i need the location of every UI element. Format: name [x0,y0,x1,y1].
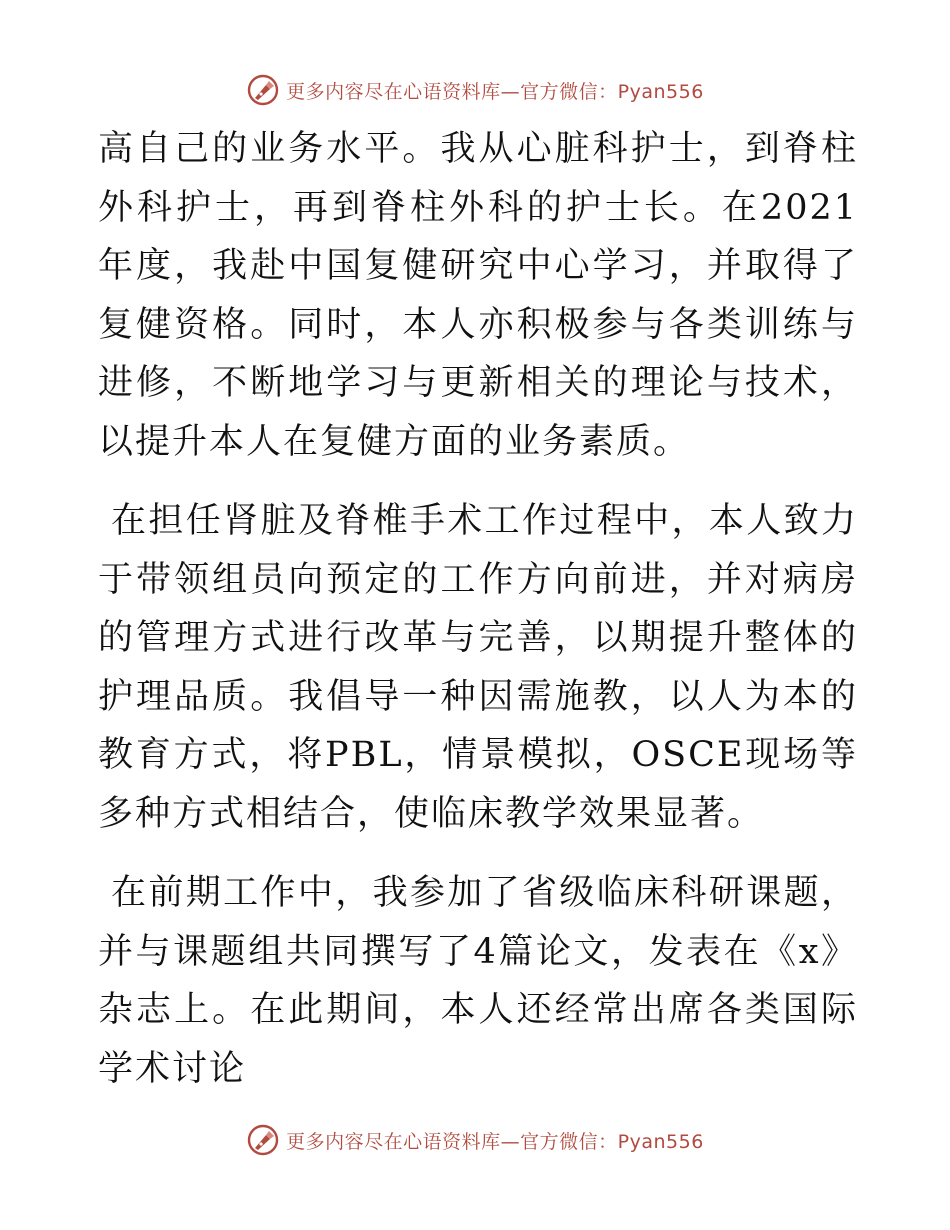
footer-watermark-inner [246,1123,704,1157]
header-watermark-inner [246,73,704,107]
pen-nib-logo-icon [246,73,280,107]
body-paragraph-1: 高自己的业务水平。我从心脏科护士，到脊柱外科护士，再到脊柱外科的护士长。在2021年度，我赴中国复健研究中心学习，并取得了复健资格。同时，本人亦积极参与各类训练与进修，不断地学习与更新相关的理论与技术，以提升本人在复健方面的业务素质。 [98,129,858,462]
footer-watermark-text: 更多内容尽在心语资料库—官方微信：Pyan556 [286,1130,704,1153]
pen-nib-logo-icon [246,1123,280,1157]
body-paragraph-2: 在担任肾脏及脊椎手术工作过程中，本人致力于带领组员向预定的工作方向前进，并对病房的管理方式进行改革与完善，以期提升整体的护理品质。我倡导一种因需施教，以人为本的教育方式，将PBL，情景模拟，OSCE现场等多种方式相结合，使临床教学效果显著。 [98,501,858,834]
document-body [98,120,858,1098]
footer-watermark [0,1120,950,1160]
body-paragraph-3: 在前期工作中，我参加了省级临床科研课题，并与课题组共同撰写了4篇论文，发表在《x》杂志上。在此期间，本人还经常出席各类国际学术讨论 [98,873,858,1089]
header-watermark [0,70,950,110]
header-watermark-text: 更多内容尽在心语资料库—官方微信：Pyan556 [286,80,704,103]
